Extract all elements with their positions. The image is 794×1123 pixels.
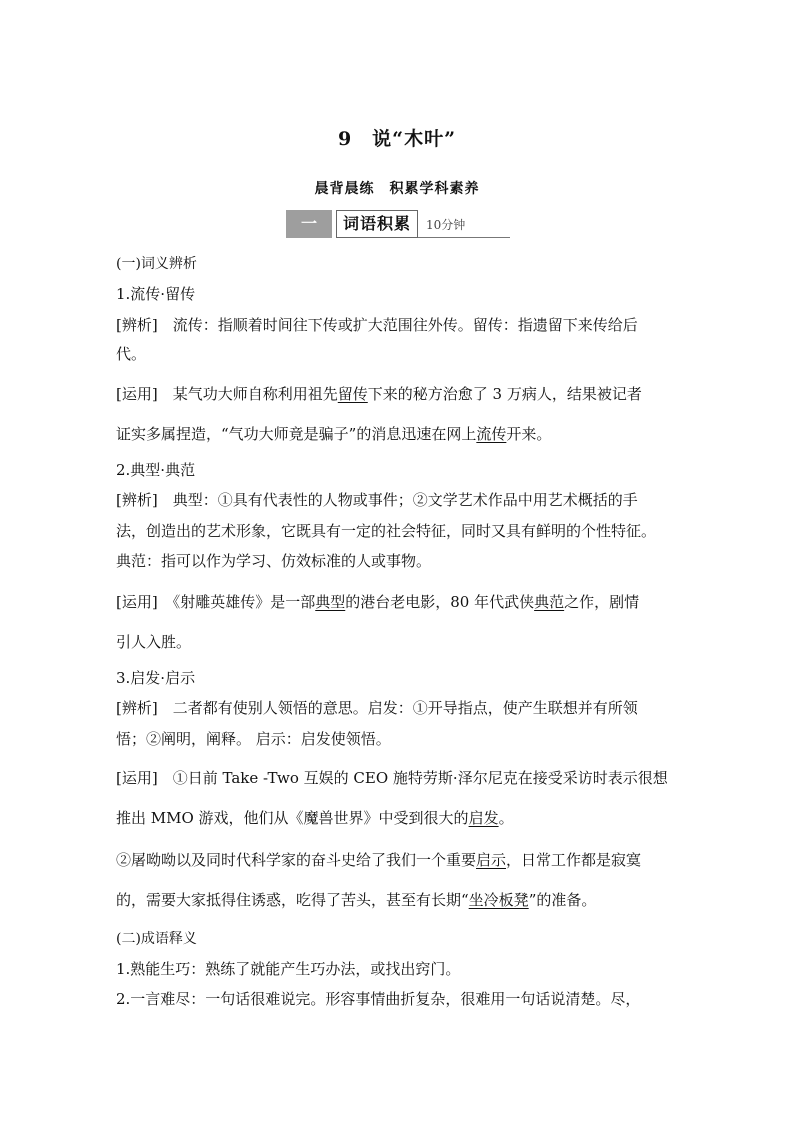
underlined-word: 典型 — [315, 593, 346, 611]
underlined-word: 留传 — [337, 385, 368, 403]
section-heading: (二)成语释义 — [116, 931, 197, 947]
bianxi-line: [辨析] 典型：①具有代表性的人物或事件；②文学艺术作品中用艺术概括的手 — [116, 491, 638, 509]
yunyong-line: [运用] 某气功大师自称利用祖先留传下来的秘方治愈了 3 万病人，结果被记者 — [116, 385, 642, 403]
idiom-line: 1.熟能生巧：熟练了就能产生巧办法，或找出窍门。 — [116, 960, 461, 978]
banner-time: 10分钟 — [426, 218, 466, 232]
bianxi-line: [辨析] 流传：指顺着时间往下传或扩大范围往外传。留传：指遗留下来传给后 — [116, 316, 638, 334]
section-subtitle: 晨背晨练 积累学科素养 — [314, 181, 480, 197]
section-banner — [286, 210, 510, 238]
yunyong-tag: [运用] — [116, 385, 158, 403]
idiom-line: 2.一言难尽：一句话很难说完。形容事情曲折复杂，很难用一句话说清楚。尽， — [116, 990, 641, 1008]
yunyong-line: [运用] ①日前 Take -Two 互娱的 CEO 施特劳斯·泽尔尼克在接受采访时表示很想 — [116, 769, 668, 787]
underlined-word: 坐冷板凳 — [468, 891, 529, 909]
bianxi-tag: [辨析] — [116, 491, 158, 509]
banner-rule — [418, 237, 510, 238]
yunyong-line: ②屠呦呦以及同时代科学家的奋斗史给了我们一个重要启示，日常工作都是寂寞 — [116, 851, 642, 869]
term-heading: 1.流传·留传 — [116, 285, 196, 303]
yunyong-tag: [运用] — [116, 769, 158, 787]
page-title: 9 说“木叶” — [337, 128, 457, 150]
underlined-word: 启示 — [476, 851, 507, 869]
yunyong-line: 证实多属捏造，“气功大师竟是骗子”的消息迅速在网上流传开来。 — [116, 425, 552, 443]
underlined-word: 典范 — [534, 593, 565, 611]
bianxi-line: 悟；②阐明，阐释。 启示：启发使领悟。 — [116, 730, 391, 748]
yunyong-line: 推出 MMO 游戏，他们从《魔兽世界》中受到很大的启发。 — [116, 809, 514, 827]
yunyong-tag: [运用] — [116, 593, 158, 611]
yunyong-line: [运用] 《射雕英雄传》是一部典型的港台老电影，80 年代武侠典范之作，剧情 — [116, 593, 640, 611]
bianxi-line: 法，创造出的艺术形象，它既具有一定的社会特征，同时又具有鲜明的个性特征。 — [116, 522, 657, 540]
section-heading: (一)词义辨析 — [116, 256, 197, 272]
bianxi-line: 典范：指可以作为学习、仿效标准的人或事物。 — [116, 552, 432, 570]
bianxi-tag: [辨析] — [116, 316, 158, 334]
bianxi-line: 代。 — [116, 345, 147, 363]
bianxi-line: [辨析] 二者都有使别人领悟的意思。启发：①开导指点，使产生联想并有所领 — [116, 699, 638, 717]
banner-label: 词语积累 — [336, 210, 418, 238]
yunyong-line: 引人入胜。 — [116, 633, 192, 651]
banner-number: 一 — [286, 210, 332, 238]
bianxi-tag: [辨析] — [116, 699, 158, 717]
underlined-word: 流传 — [476, 425, 507, 443]
term-heading: 3.启发·启示 — [116, 669, 196, 687]
yunyong-line: 的，需要大家抵得住诱惑，吃得了苦头，甚至有长期“坐冷板凳”的准备。 — [116, 891, 597, 909]
underlined-word: 启发 — [468, 809, 499, 827]
term-heading: 2.典型·典范 — [116, 461, 196, 479]
